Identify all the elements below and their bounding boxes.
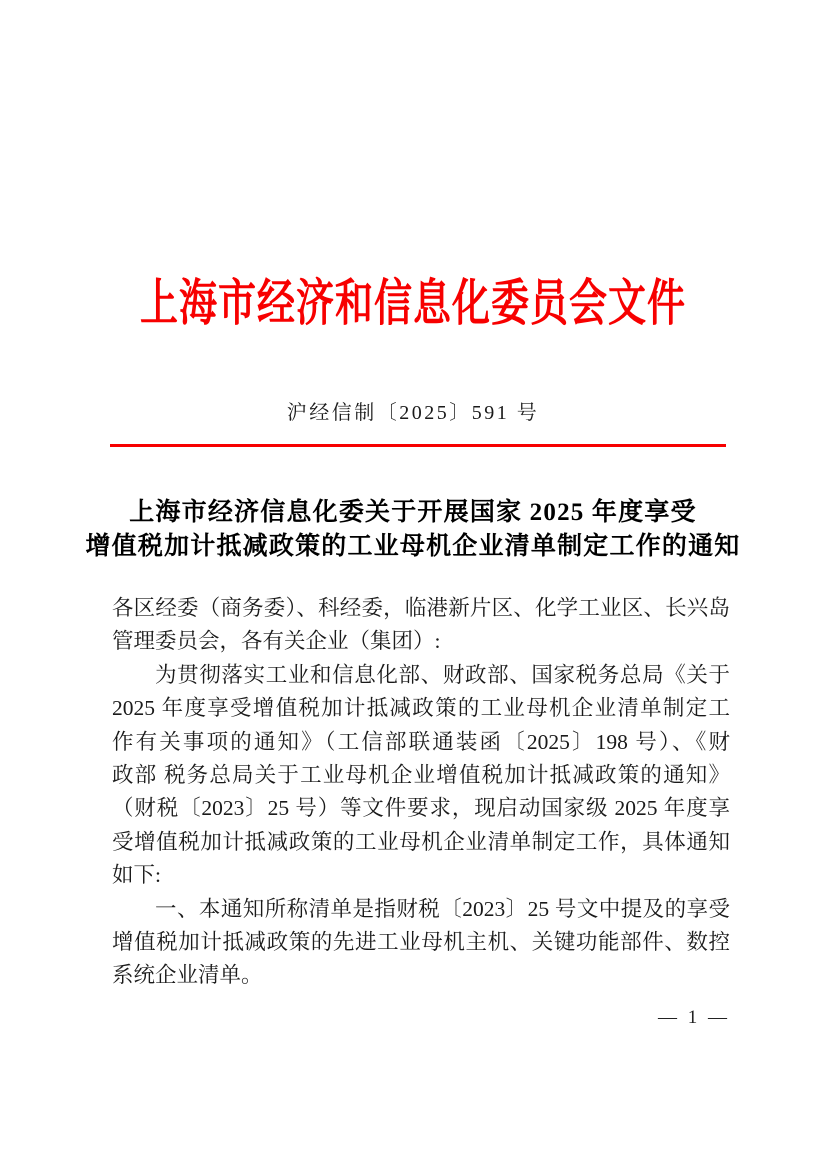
body-line: 系统企业清单。	[112, 963, 263, 988]
red-divider-line	[110, 444, 726, 447]
body-line: 一、本通知所称清单是指财税〔2023〕25 号文中提及的享受	[155, 896, 730, 921]
document-title	[0, 496, 826, 564]
body-line: 增值税加计抵减政策的先进工业母机主机、关键功能部件、数控	[112, 930, 730, 955]
letterhead-title: 上海市经济和信息化委员会文件	[139, 276, 686, 333]
body-line: 作有关事项的通知》（工信部联通装函〔2025〕198 号）、《财	[112, 729, 730, 754]
body-line: 政部 税务总局关于工业母机企业增值税加计抵减政策的通知》	[112, 763, 730, 788]
body-line: 如下:	[112, 863, 161, 888]
document-title-line-2: 增值税加计抵减政策的工业母机企业清单制定工作的通知	[85, 533, 741, 560]
body-line: 2025 年度享受增值税加计抵减政策的工业母机企业清单制定工	[112, 696, 730, 721]
page-number: — 1 —	[658, 1007, 730, 1028]
body-line: 为贯彻落实工业和信息化部、财政部、国家税务总局《关于	[155, 662, 730, 687]
body-line: 各区经委（商务委）、科经委，临港新片区、化学工业区、长兴岛	[112, 596, 730, 620]
body-line: （财税〔2023〕25 号）等文件要求，现启动国家级 2025 年度享	[112, 796, 730, 821]
document-title-line-1: 上海市经济信息化委关于开展国家 2025 年度享受	[129, 499, 697, 526]
document-body	[112, 592, 730, 993]
body-line: 管理委员会，各有关企业（集团）:	[112, 629, 441, 654]
document-number: 沪经信制〔2025〕591 号	[286, 402, 540, 424]
body-line: 受增值税加计抵减政策的工业母机企业清单制定工作，具体通知	[112, 829, 730, 854]
